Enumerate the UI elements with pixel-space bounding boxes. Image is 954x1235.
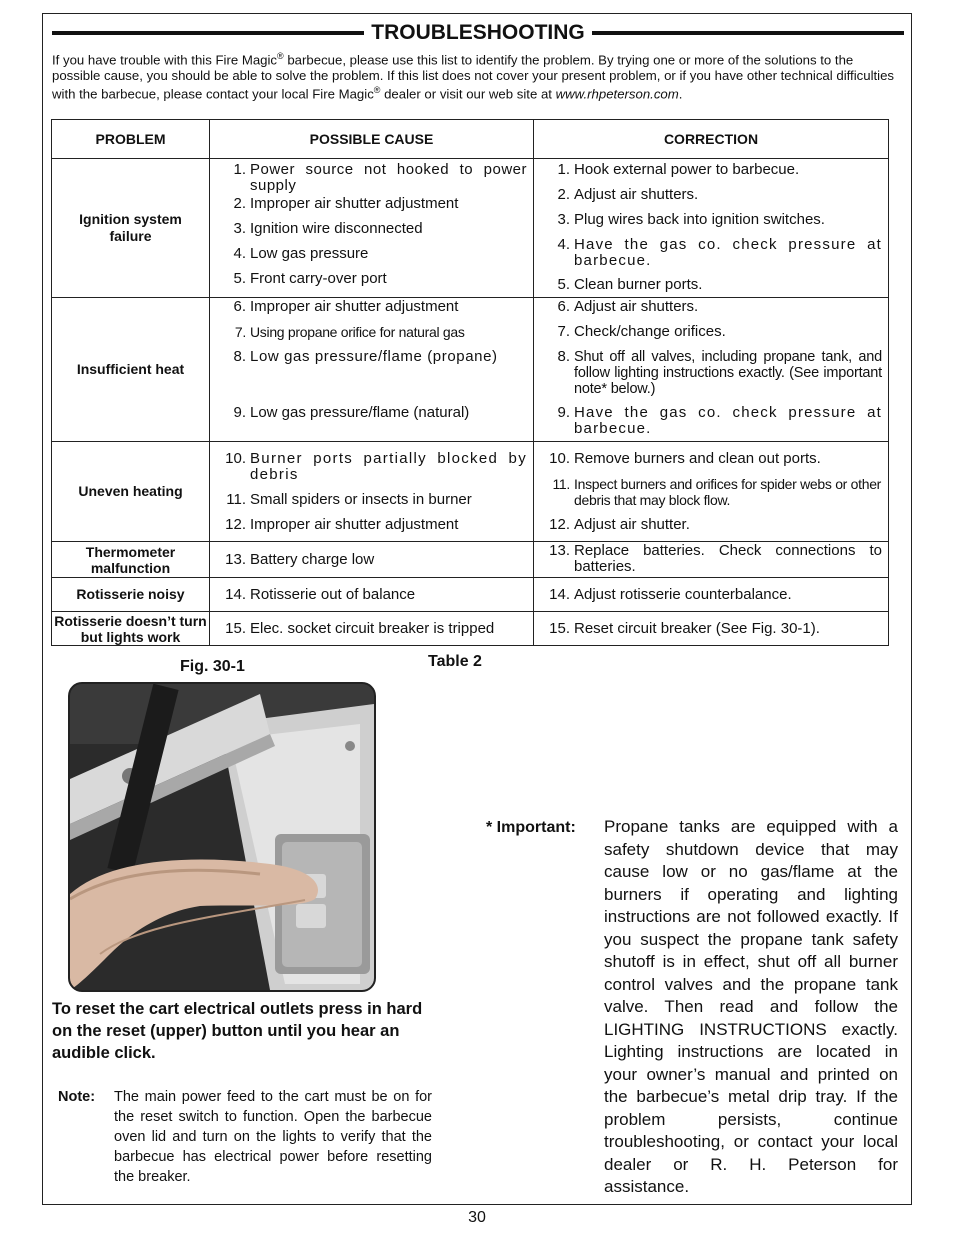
cause-item: 11. Small spiders or insects in burner (226, 491, 472, 508)
correction-cell (534, 442, 889, 542)
page-title: TROUBLESHOOTING (52, 22, 904, 44)
title-bar (52, 22, 904, 44)
important-text: Propane tanks are equipped with a safety shutdown device that may cause low or no gas/flame at the burners if operating and lighting instructions are not followed exactly. If you suspect the propane tank safety shutoff is in effect, shut off all burner control valves and the propane tank valve. Then read and follow the LIGHTING INSTRUCTIONS exactly. Lighting instructions are located in your owner’s manual and printed on the barbecue’s metal drip tray. If the problem persists, continue troubleshooting, or contact your local dealer or R. H. Peterson for assistance. (604, 817, 898, 1196)
note-label: Note: (58, 1089, 96, 1105)
problem-cell: Insufficient heat (52, 298, 210, 442)
cause-cell (210, 159, 534, 298)
correction-item: 13. Replace batteries. Check connections to batteries. (549, 542, 882, 575)
cause-item: 7. Using propane orifice for natural gas (234, 324, 465, 340)
correction-item: 2. Adjust air shutters. (557, 186, 699, 203)
cause-item: 9. Low gas pressure/flame (natural) (233, 404, 470, 421)
table-row (52, 578, 889, 612)
cause-item: 13. Battery charge low (225, 550, 375, 568)
header-cause: POSSIBLE CAUSE (210, 120, 534, 159)
figure-photo (68, 682, 376, 992)
correction-cell (534, 578, 889, 612)
correction-item: 14. Adjust rotisserie counterbalance. (549, 585, 792, 603)
cause-item: 3. Ignition wire disconnected (233, 220, 423, 237)
correction-item: 3. Plug wires back into ignition switches. (557, 211, 825, 228)
table-row (52, 542, 889, 578)
reset-instruction: To reset the cart electrical outlets press in hard on the reset (upper) button until you hear an audible click. (52, 1000, 423, 1062)
cause-cell (210, 612, 534, 646)
cause-cell (210, 298, 534, 442)
outlet-reset-photo (70, 684, 374, 990)
note-block (58, 1087, 432, 1187)
correction-item: 4. Have the gas co. check pressure at barbecue. (557, 236, 882, 269)
important-block (486, 816, 898, 1199)
table-header-row (52, 120, 889, 159)
table-row (52, 159, 889, 298)
cause-item: 6. Improper air shutter adjustment (233, 298, 459, 315)
header-correction: CORRECTION (534, 120, 889, 159)
correction-item: 15. Reset circuit breaker (See Fig. 30-1). (549, 619, 820, 637)
cause-item: 2. Improper air shutter adjustment (233, 195, 459, 212)
correction-item: 11. Inspect burners and orifices for spider webs or other debris that may block flow. (552, 476, 882, 508)
cause-item: 8. Low gas pressure/flame (propane) (233, 348, 498, 365)
cause-item: 5. Front carry-over port (233, 270, 387, 287)
table-label: Table 2 (428, 653, 482, 670)
table-row (52, 612, 889, 646)
correction-item: 12. Adjust air shutter. (549, 516, 690, 533)
problem-cell: Rotisserie noisy (52, 578, 210, 612)
figure-label: Fig. 30-1 (180, 658, 245, 675)
correction-cell (534, 298, 889, 442)
cause-cell (210, 442, 534, 542)
correction-item: 7. Check/change orifices. (557, 323, 726, 340)
correction-item: 9. Have the gas co. check pressure at barbecue. (557, 404, 882, 437)
correction-item: 10. Remove burners and clean out ports. (549, 450, 821, 467)
cause-item: 10. Burner ports partially blocked by debris (225, 450, 527, 483)
correction-item: 8. Shut off all valves, including propane tank, and follow lighting instructions exactly. (See important note* below.) (557, 348, 882, 397)
table-row (52, 442, 889, 542)
troubleshooting-table (51, 119, 889, 646)
correction-item: 5. Clean burner ports. (557, 276, 703, 293)
cause-item: 15. Elec. socket circuit breaker is tripped (225, 619, 495, 637)
problem-cell: Rotisserie doesn’t turn but lights work (52, 612, 210, 646)
page-number: 30 (468, 1209, 486, 1226)
header-problem: PROBLEM (52, 120, 210, 159)
note-text: The main power feed to the cart must be on for the reset switch to function. Open the barbecue oven lid and turn on the lights to verify that the barbecue has electrical power before resetting the breaker. (114, 1089, 432, 1185)
website-link: www.rhpeterson.com (555, 86, 679, 102)
cause-item: 12. Improper air shutter adjustment (225, 516, 459, 533)
cause-item: 4. Low gas pressure (233, 245, 369, 262)
correction-cell (534, 542, 889, 578)
cause-cell (210, 578, 534, 612)
correction-cell (534, 159, 889, 298)
cause-item: 14. Rotisserie out of balance (225, 585, 416, 603)
problem-cell: Ignition system failure (52, 159, 210, 298)
problem-cell: Uneven heating (52, 442, 210, 542)
important-label: * Important: (486, 819, 576, 836)
intro-paragraph: If you have trouble with this Fire Magic® barbecue, please use this list to identify the problem. By trying one or more of the solutions to the possible cause, you should be able to solve the problem. If this list does not cover your present problem, or if you have other technical difficulties with the barbecue, please contact your local Fire Magic® dealer or visit our web site at www.rhpeterson.com. (52, 51, 895, 102)
correction-item: 1. Hook external power to barbecue. (557, 161, 800, 178)
problem-cell: Thermometer malfunction (52, 542, 210, 578)
correction-cell (534, 612, 889, 646)
table-row (52, 298, 889, 442)
cause-cell (210, 542, 534, 578)
cause-item: 1. Power source not hooked to power supply (233, 161, 527, 194)
correction-item: 6. Adjust air shutters. (557, 298, 699, 315)
